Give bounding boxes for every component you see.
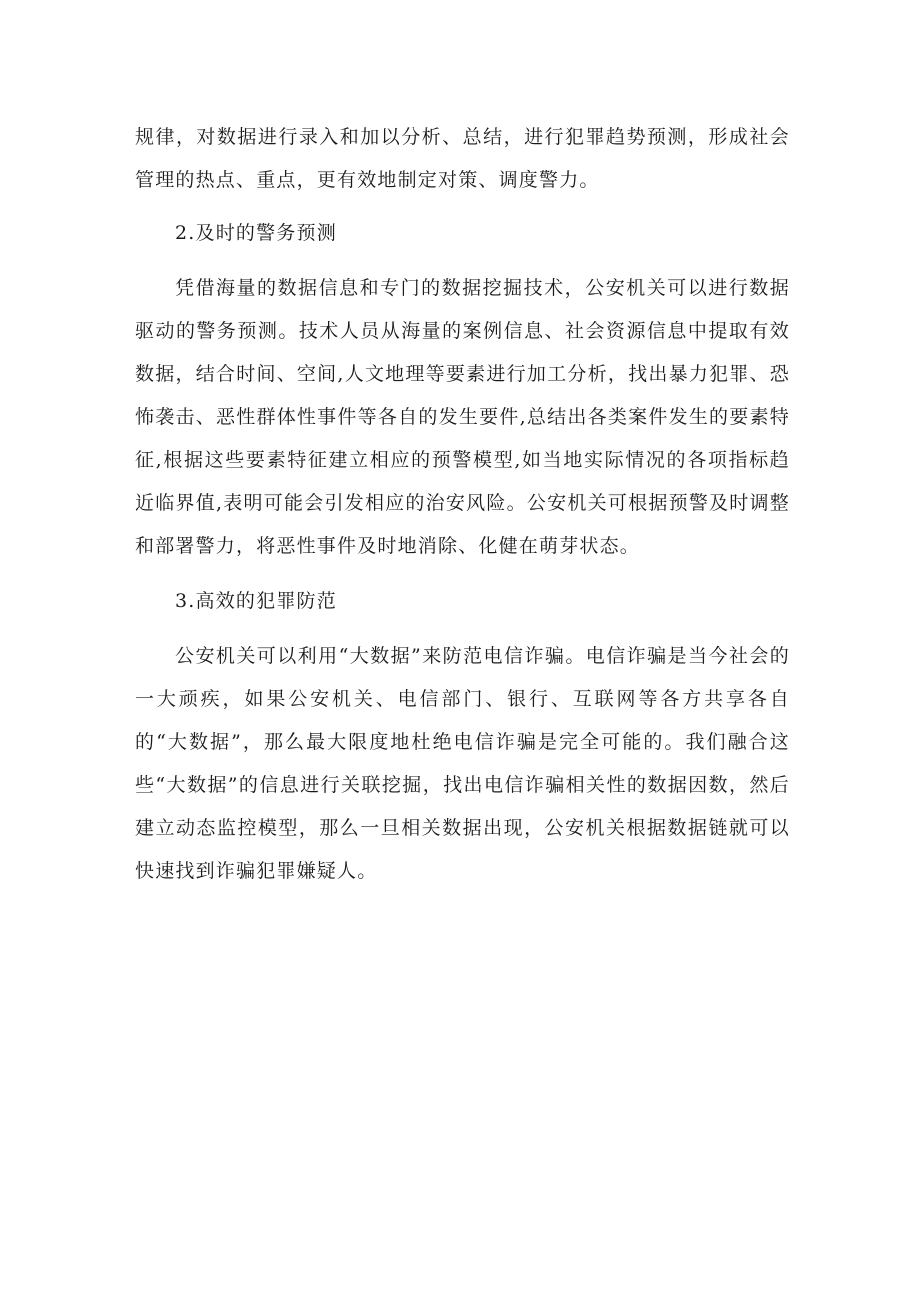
paragraph-police-prediction: 凭借海量的数据信息和专门的数据挖掘技术，公安机关可以进行数据驱动的警务预测。技术人员从海量的案例信息、社会资源信息中提取有效数据，结合时间、空间,人文地理等要素进行加工分析，找出暴力犯罪、恐怖袭击、恶性群体性事件等各自的发生要件,总结出各类案件发生的要素特征,根据这些要素特征建立相应的预警模型,如当地实际情况的各项指标趋近临界值,表明可能会引发相应的治安风险。公安机关可根据预警及时调整和部署警力，将恶性事件及时地消除、化健在萌芽状态。: [135, 277, 790, 557]
section-heading-3: 3.高效的犯罪防范: [175, 590, 337, 612]
paragraph-continuation: 规律，对数据进行录入和加以分析、总结，进行犯罪趋势预测，形成社会管理的热点、重点，更有效地制定对策、调度警力。: [135, 126, 790, 191]
document-body: [135, 116, 790, 905]
paragraph-crime-prevention: 公安机关可以利用“大数据”来防范电信诈骗。电信诈骗是当今社会的一大顽疾，如果公安机关、电信部门、银行、互联网等各方共享各自的“大数据”，那么最大限度地杜绝电信诈骗是完全可能的。我们融合这些“大数据”的信息进行关联挖掘，找出电信诈骗相关性的数据因数，然后建立动态监控模型，那么一旦相关数据出现，公安机关根据数据链就可以快速找到诈骗犯罪嫌疑人。: [135, 645, 790, 882]
section-heading-2: 2.及时的警务预测: [175, 222, 337, 244]
